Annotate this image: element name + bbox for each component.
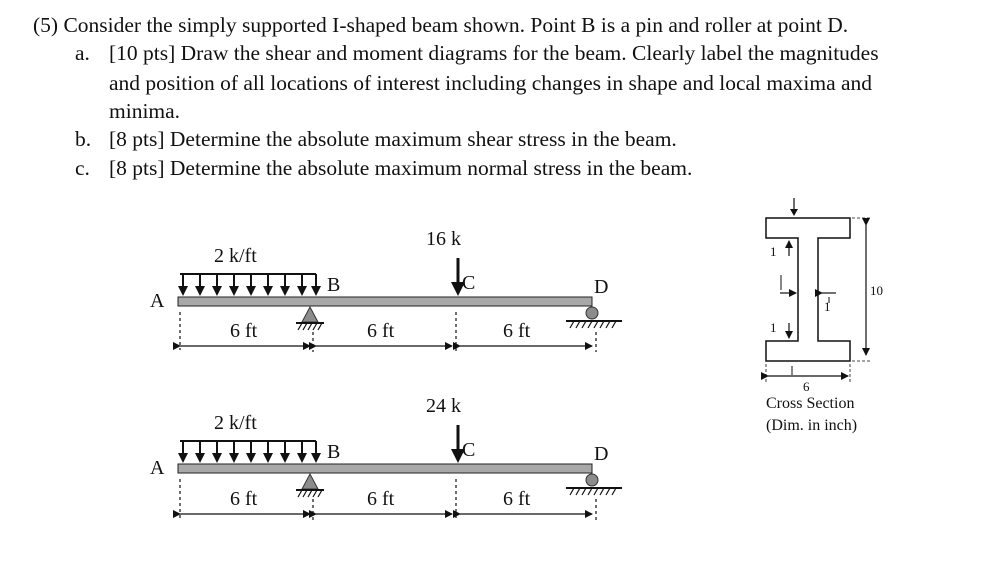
beam1-point-c: C <box>462 272 476 294</box>
i-beam-outline <box>766 218 850 361</box>
part-b-text: [8 pts] Determine the absolute maximum shear stress in the beam. <box>109 127 677 151</box>
beam-diagram-2 <box>150 395 622 520</box>
part-c-label: c. <box>75 156 90 180</box>
beam1-point-b: B <box>327 274 341 296</box>
beam2-span-ab: 6 ft <box>230 488 258 510</box>
beam2-member <box>178 464 592 473</box>
beam1-roller-support-d <box>566 307 622 328</box>
beam1-point-d: D <box>594 276 609 298</box>
beam1-span-cd: 6 ft <box>503 320 531 342</box>
beam2-point-a: A <box>150 457 165 479</box>
beam1-pin-support-b <box>296 307 324 330</box>
beam2-point-d: D <box>594 443 609 465</box>
part-a-text-line-2: and position of all locations of interest including changes in shape and local maxima and <box>109 71 873 95</box>
beam2-point-load-label: 24 k <box>426 395 461 417</box>
beam-diagram-1 <box>150 228 622 352</box>
web-thickness: 1 <box>824 299 831 314</box>
part-a-label: a. <box>75 41 90 65</box>
beam2-distributed-load-label: 2 k/ft <box>214 412 257 434</box>
beam1-point-load-label: 16 k <box>426 228 461 250</box>
beam1-distributed-load-arrows <box>178 274 321 296</box>
part-a-text-line-1: [10 pts] Draw the shear and moment diagrams for the beam. Clearly label the magnitudes <box>109 41 879 65</box>
part-a-text-line-3: minima. <box>109 99 181 123</box>
part-c-text: [8 pts] Determine the absolute maximum normal stress in the beam. <box>109 156 693 180</box>
part-b-label: b. <box>75 127 92 151</box>
beam1-member <box>178 297 592 306</box>
section-width: 6 <box>803 379 810 394</box>
beam2-distributed-load-arrows <box>178 441 321 463</box>
beam2-pin-support-b <box>296 474 324 497</box>
problem-title: (5) Consider the simply supported I-shaped beam shown. Point B is a pin and roller at point D. <box>33 13 849 37</box>
beam2-span-cd: 6 ft <box>503 488 531 510</box>
beam1-distributed-load-label: 2 k/ft <box>214 245 257 267</box>
beam2-span-bc: 6 ft <box>367 488 395 510</box>
beam2-point-b: B <box>327 441 341 463</box>
cross-section-caption: Cross Section <box>766 395 855 412</box>
bottom-flange-thickness: 1 <box>770 320 777 335</box>
beam2-roller-support-d <box>566 474 622 495</box>
beam2-point-c: C <box>462 439 476 461</box>
i-beam-cross-section <box>766 198 883 434</box>
beam1-point-a: A <box>150 290 165 312</box>
top-flange-thickness: 1 <box>770 244 777 259</box>
section-height: 10 <box>870 283 883 298</box>
beam1-span-bc: 6 ft <box>367 320 395 342</box>
beam1-span-ab: 6 ft <box>230 320 258 342</box>
cross-section-units: (Dim. in inch) <box>766 417 858 434</box>
